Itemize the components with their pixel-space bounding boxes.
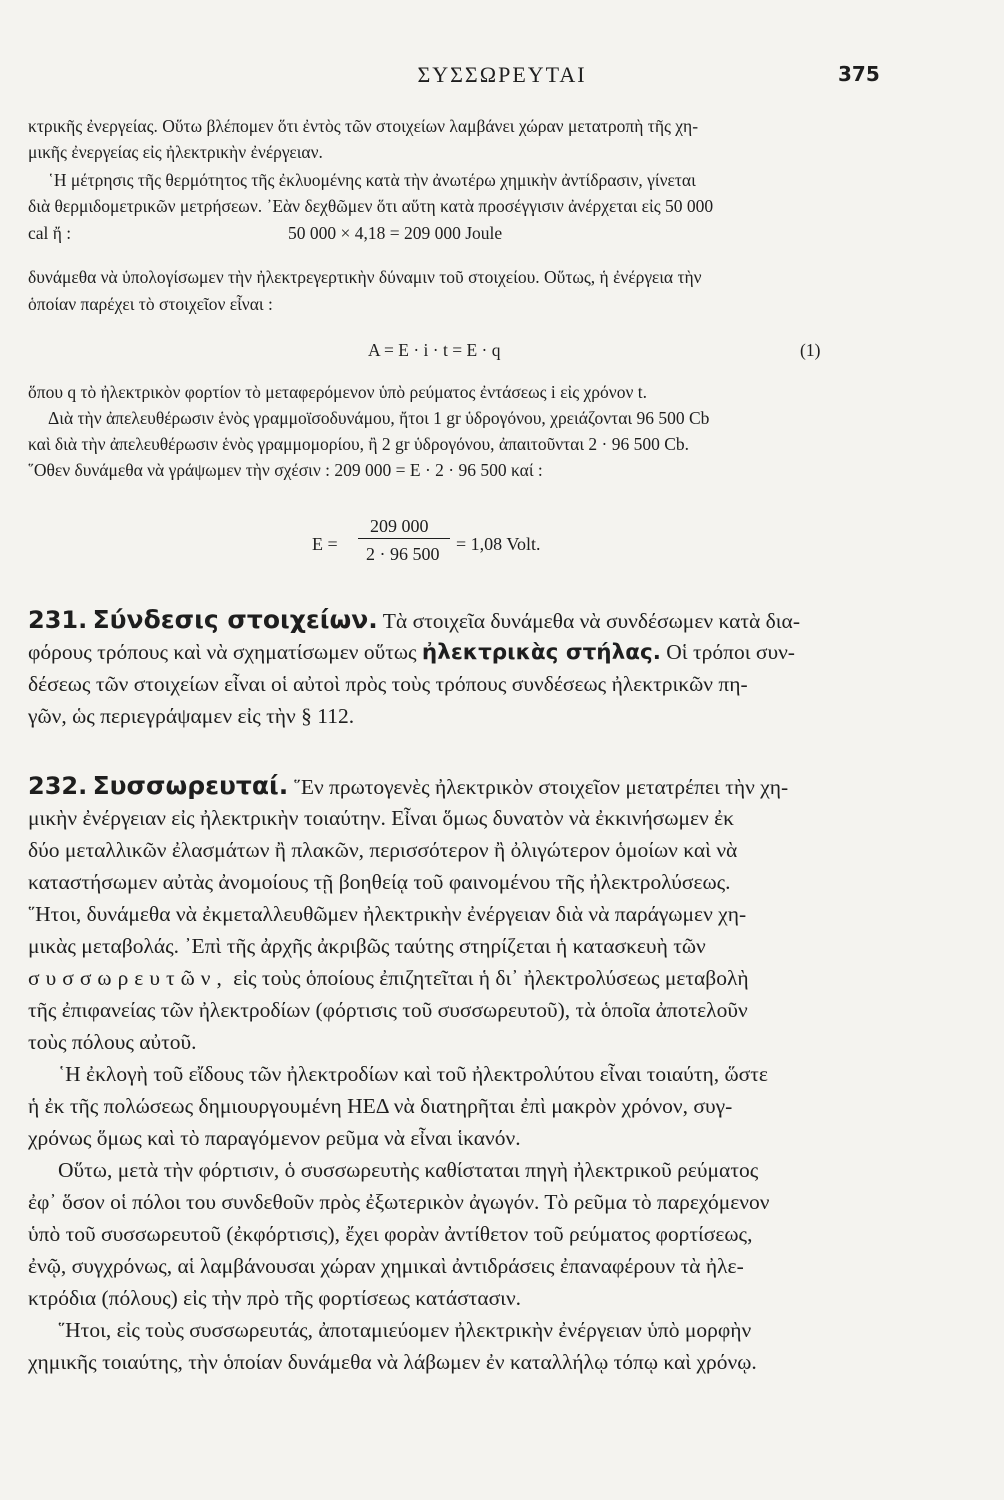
text-line: κτρόδια (πόλους) εἰς τὴν πρὸ τῆς φορτίσεως κατάστασιν. bbox=[28, 1286, 522, 1310]
text-line: διὰ θερμιδομετρικῶν μετρήσεων. ᾿Εὰν δεχθῶμεν ὅτι αὕτη κατὰ προσέγγισιν ἀνέρχεται εἰς 50 000 bbox=[28, 196, 714, 216]
text-line: ῾Η μέτρησις τῆς θερμότητος τῆς ἐκλυομένης κατὰ τὴν ἀνωτέρω χημικὴν ἀντίδρασιν, γίνεται bbox=[48, 170, 696, 190]
running-header: ΣΥΣΣΩΡΕΥΤΑΙ bbox=[417, 62, 587, 87]
text-line: ῞Οθεν δυνάμεθα νὰ γράψωμεν τὴν σχέσιν : 209 000 = E · 2 · 96 500 καί : bbox=[28, 460, 543, 480]
section-number: 231. bbox=[28, 606, 88, 634]
text-line: χρόνως ὅμως καὶ τὸ παραγόμενον ρεῦμα νὰ εἶναι ἱκανόν. bbox=[28, 1126, 521, 1150]
equation: 50 000 × 4,18 = 209 000 Joule bbox=[288, 223, 503, 243]
text-line: κτρικῆς ἐνεργείας. Οὕτω βλέπομεν ὅτι ἐντὸς τῶν στοιχείων λαμβάνει χώραν μετατροπὴ τῆς χη- bbox=[28, 116, 699, 136]
text-line: δύο μεταλλικῶν ἐλασμάτων ἢ πλακῶν, περισσότερον ἢ ὀλιγώτερον ὁμοίων καὶ νὰ bbox=[28, 838, 738, 862]
text-line: Οὕτω, μετὰ τὴν φόρτισιν, ὁ συσσωρευτὴς καθίσταται πηγὴ ἠλεκτρικοῦ ρεύματος bbox=[58, 1158, 759, 1182]
text-line bbox=[28, 640, 795, 665]
equation-lhs: E = bbox=[312, 534, 338, 554]
text-span: Οἱ τρόποι συν- bbox=[666, 640, 795, 664]
text-line: δυνάμεθα νὰ ὑπολογίσωμεν τὴν ἠλεκτρεγερτικὴν δύναμιν τοῦ στοιχείου. Οὕτως, ἡ ἐνέργεια τὴν bbox=[28, 267, 702, 287]
text-line: γῶν, ὡς περιεγράψαμεν εἰς τὴν § 112. bbox=[28, 704, 355, 728]
text-line: δέσεως τῶν στοιχείων εἶναι οἱ αὐτοὶ πρὸς τοὺς τρόπους συνδέσεως ἠλεκτρικῶν πη- bbox=[28, 672, 748, 696]
fraction-bar bbox=[358, 538, 450, 539]
text-line: τῆς ἐπιφανείας τῶν ἠλεκτροδίων (φόρτισις τοῦ συσσωρευτοῦ), τὰ ὁποῖα ἀποτελοῦν bbox=[28, 998, 748, 1022]
text-line: ῞Ητοι, δυνάμεθα νὰ ἐκμεταλλευθῶμεν ἠλεκτρικὴν ἐνέργειαν διὰ νὰ παράγωμεν χη- bbox=[28, 902, 747, 926]
text-line: ὑπὸ τοῦ συσσωρευτοῦ (ἐκφόρτισις), ἔχει φορὰν ἀντίθετον τοῦ ρεύματος φορτίσεως, bbox=[28, 1222, 753, 1246]
text-span: Τὰ στοιχεῖα δυνάμεθα νὰ συνδέσωμεν κατὰ δια- bbox=[382, 609, 800, 633]
fraction-denominator: 2 · 96 500 bbox=[366, 544, 440, 564]
section-232-line bbox=[28, 771, 788, 800]
equation: A = E · i · t = E · q bbox=[368, 340, 501, 360]
equation-number: (1) bbox=[800, 340, 821, 360]
text-line: ὅπου q τὸ ἠλεκτρικὸν φορτίον τὸ μεταφερόμενον ὑπὸ ρεύματος ἐντάσεως i εἰς χρόνον t. bbox=[28, 382, 647, 402]
text-line: καταστήσωμεν αὐτὰς ἀνομοίους τῇ βοηθείᾳ τοῦ φαινομένου τῆς ἠλεκτρολύσεως. bbox=[28, 870, 731, 894]
fraction-numerator: 209 000 bbox=[370, 516, 429, 536]
equation-rhs: = 1,08 Volt. bbox=[456, 534, 541, 554]
text-line: cal ἤ : bbox=[28, 223, 72, 243]
spaced-term: συσσωρευτῶν, bbox=[28, 966, 228, 990]
text-line: χημικῆς τοιαύτης, τὴν ὁποίαν δυνάμεθα νὰ λάβωμεν ἐν καταλλήλῳ τόπῳ καὶ χρόνῳ. bbox=[28, 1350, 757, 1374]
text-line: τοὺς πόλους αὐτοῦ. bbox=[28, 1030, 197, 1054]
page-number: 375 bbox=[838, 62, 880, 86]
text-line: καὶ διὰ τὴν ἀπελευθέρωσιν ἑνὸς γραμμομορίου, ἢ 2 gr ὑδρογόνου, ἀπαιτοῦνται 2 · 96 500 Cb. bbox=[28, 434, 690, 454]
section-title: Συσσωρευταί. bbox=[92, 771, 289, 800]
bold-term: ἠλεκτρικὰς στήλας. bbox=[421, 640, 661, 665]
text-line: μικὴν ἐνέργειαν εἰς ἠλεκτρικὴν τοιαύτην. Εἶναι ὅμως δυνατὸν νὰ ἐκκινήσωμεν ἐκ bbox=[28, 806, 734, 830]
text-span: εἰς τοὺς ὁποίους ἐπιζητεῖται ἡ δι᾿ ἠλεκτρολύσεως μεταβολὴ bbox=[233, 966, 749, 990]
section-number: 232. bbox=[28, 772, 88, 800]
text-line: ῾Η ἐκλογὴ τοῦ εἴδους τῶν ἠλεκτροδίων καὶ τοῦ ἠλεκτρολύτου εἶναι τοιαύτη, ὥστε bbox=[58, 1062, 768, 1086]
text-line: ἐνῷ, συγχρόνως, αἱ λαμβάνουσαι χώραν χημικαὶ ἀντιδράσεις ἐπαναφέρουν τὰ ἠλε- bbox=[28, 1254, 744, 1278]
text-line: ἡ ἐκ τῆς πολώσεως δημιουργουμένη ΗΕΔ νὰ διατηρῆται ἐπὶ μακρὸν χρόνον, συγ- bbox=[28, 1094, 733, 1118]
section-231-line bbox=[28, 605, 800, 634]
text-line: ὁποίαν παρέχει τὸ στοιχεῖον εἶναι : bbox=[28, 294, 273, 314]
text-line bbox=[28, 966, 749, 991]
text-line: ἐφ᾿ ὅσον οἱ πόλοι του συνδεθοῦν πρὸς ἐξωτερικὸν ἀγωγόν. Τὸ ρεῦμα τὸ παρεχόμενον bbox=[28, 1190, 770, 1214]
text-line: μικῆς ἐνεργείας εἰς ἠλεκτρικὴν ἐνέργειαν. bbox=[28, 142, 323, 162]
text-span: φόρους τρόπους καὶ νὰ σχηματίσωμεν οὕτως bbox=[28, 640, 417, 664]
text-line: ῞Ητοι, εἰς τοὺς συσσωρευτάς, ἀποταμιεύομεν ἠλεκτρικὴν ἐνέργειαν ὑπὸ μορφὴν bbox=[58, 1318, 752, 1342]
text-line: Διὰ τὴν ἀπελευθέρωσιν ἑνὸς γραμμοϊσοδυνάμου, ἤτοι 1 gr ὑδρογόνου, χρειάζονται 96 500 Cb bbox=[48, 408, 710, 428]
text-span: ῞Εν πρωτογενὲς ἠλεκτρικὸν στοιχεῖον μετατρέπει τὴν χη- bbox=[293, 775, 789, 799]
text-line: μικὰς μεταβολάς. ᾿Επὶ τῆς ἀρχῆς ἀκριβῶς ταύτης στηρίζεται ἡ κατασκευὴ τῶν bbox=[28, 934, 706, 958]
section-title: Σύνδεσις στοιχείων. bbox=[92, 605, 378, 634]
